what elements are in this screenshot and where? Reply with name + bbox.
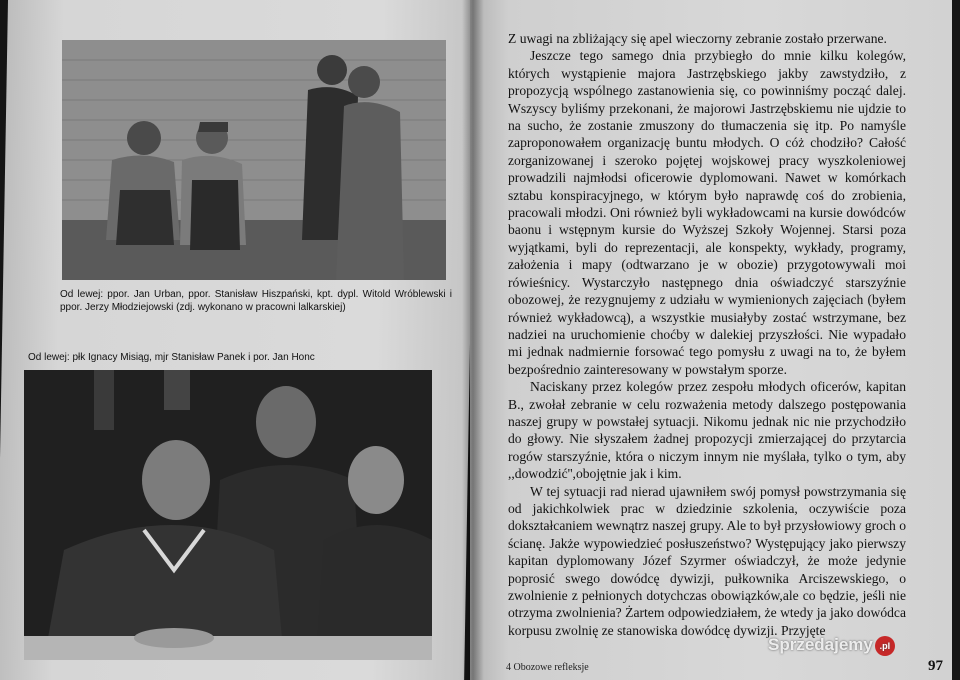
watermark-badge: .pl [875, 636, 895, 656]
body-text [508, 30, 906, 639]
paragraph: W tej sytuacji rad nierad ujawniłem swój pomysł powstrzymania się od jakichkolwiek prac w dziedzinie szkolenia, oczywiście poza dokształcaniem wewnątrz naszej grupy. Ale to był przysłowiowy groch o ścianę. Jakże wypowiedzieć posłuszeństwo? Występujący jako pierwszy kapitan dyplomowany Józef Szyrmer oświadczył, że może jedynie poprosić swego dowódcę dywizji, pułkownika Arciszewskiego, o zwolnienie z pełnionych dotychczas obowiązków,ale co będzie, jeśli nie otrzyma zwolnienia? Żartem odpowiedziałem, że wtedy ja jako dowódca korpusu zwolnię ze stanowiska dowódcę dywizji. Przyjęte [508, 483, 906, 638]
photo-caption-2: Od lewej: płk Ignacy Misiąg, mjr Stanisław Panek i por. Jan Honc [28, 352, 315, 363]
paragraph: Z uwagi na zbliżający się apel wieczorny zebranie zostało przerwane. [508, 31, 887, 46]
watermark-text: Sprzedajemy [768, 635, 873, 654]
photo-four-officers [62, 40, 446, 280]
paragraph: Naciskany przez kolegów przez zespołu młodych oficerów, kapitan B., zwołał zebranie w celu rozważenia metody dalszego postępowania naszej grupy w powstałej sytuacji. Nikomu jednak nic nie przychodziło do głowy. Nie słyszałem żadnej propozycji zmierzającej do przytarcia rogów starszyźnie, która o niczym innym nie myślała, tylko o tym, aby ,,dowodzić'',obojętnie jak i kim. [508, 379, 906, 482]
photo-three-officers-image [24, 370, 432, 660]
running-footer: 4 Obozowe refleksje [506, 662, 589, 673]
watermark [768, 635, 895, 656]
book-gutter [462, 0, 484, 680]
page-number: 97 [928, 658, 943, 674]
photo-three-officers [24, 370, 432, 660]
photo-four-officers-image [62, 40, 446, 280]
paragraph: Jeszcze tego samego dnia przybiegło do mnie kilku kolegów, których wystąpienie majora Jastrzębskiego jakby zawstydziło, z propozycją wspólnego zastanowienia się, co powinniśmy począć dalej. Wszyscy byliśmy przekonani, że majorowi Jastrzębskiemu nie ujdzie to na sucho, że zostanie zmuszony do tłumaczenia się itp. Po namyśle zaproponowałem organizację buntu młodych. O cóż chodziło? Całość zorganizowanej i szeroko pojętej wojskowej pracy wyszkoleniowej prowadzili najmłodsi oficerowie dyplomowani. Nawet w komórkach sztabu konspiracyjnego, w którym było naprawdę coś do zrobienia, pracowali młodzi. Oni również byli wykładowcami na kursie dowódców baonu i wstępnym kursie do Wyższej Szkoły Wojennej. Starsi poza wyjątkami, byli do reprezentacji, ale konspekty, wykłady, programy, założenia i mapy (odtwarzano je w obozie) przygotowywali moi rówieśnicy. Wystarczyło następnego dnia oświadczyć starszyźnie obozowej, że rezygnujemy z udziału w wymienionych zajęciach (byłem również wykładowcą), a wszystkie musiałyby zostać wstrzymane, bez nadziei na uruchomienie choćby w dalekiej przyszłości. Nie wypadało mi jednak nadmiernie forsować tego pomysłu z uwagi na to, że byłem bezpośrednio zainteresowany w powstałym sporze. [508, 48, 906, 377]
photo-caption-1: Od lewej: ppor. Jan Urban, ppor. Stanisław Hiszpański, kpt. dypl. Witold Wróblewski i ppor. Jerzy Młodziejowski (zdj. wykonano w pracowni lalkarskiej) [60, 289, 452, 313]
